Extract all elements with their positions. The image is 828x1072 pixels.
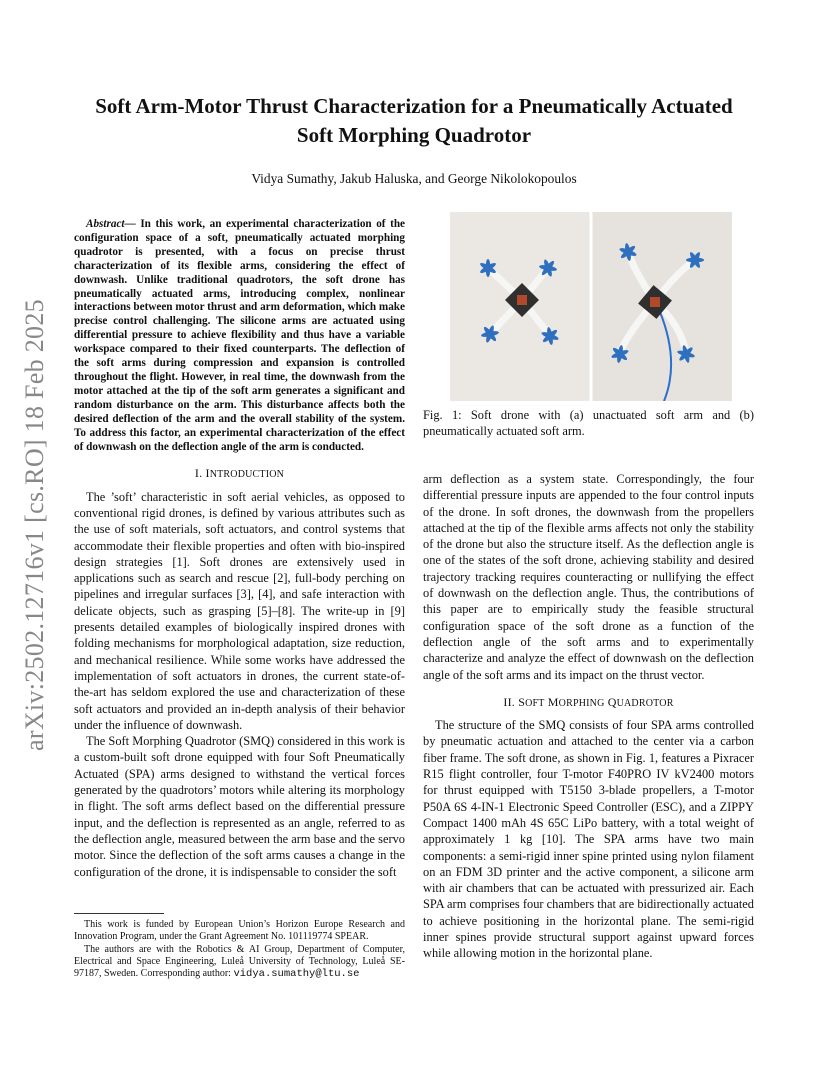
left-column bbox=[74, 218, 405, 880]
title-line-2: Soft Morphing Quadrotor bbox=[296, 123, 532, 147]
right-paragraph-1: arm deflection as a system state. Correspondingly, the four differential pressure inputs are appended to the four control inputs of the drone. In soft drones, the downwash from the propellers attached at the tip of the flexible arms affects not only the stability of the drone but also the structure itself. As the deflection angle is one of the states of the soft drone, achieving stability and desired trajectory tracking requires counteracting or nullifying the effect of downwash on the deflection angle. Thus, the contributions of this paper are to empirically study the feasible structural configuration space of the soft drone as a function of the deflection angle of the soft arms and to experimentally characterize and analyze the effect of downwash on the deflection angle of the soft arms and its impact on the thrust vector. bbox=[423, 472, 754, 682]
footnote-affiliation: The authors are with the Robotics & AI Group, Department of Computer, Electrical and Space Engineering, Luleå University of Technology, Luleå SE-97187, Sweden. Corresponding author: vidya.sumathy@ltu.se bbox=[74, 943, 405, 981]
intro-paragraph-1: The ’soft’ characteristic in soft aerial vehicles, as opposed to conventional rigid drones, is defined by various attributes such as the use of soft materials, soft actuators, and control systems that accommodate their flexible properties and often with bio-inspired design strategies [1]. Soft drones are extensively used in applications such as search and rescue [2], full-body perching on pipelines and irregular surfaces [3], [4], and safe interaction with delicate objects, such as grasping [5]–[8]. The write-up in [9] presents detailed examples of biologically inspired drones with folding mechanisms for morphological adaptation, size reduction, and mechanical resilience. While some works have addressed the implementation of soft actuators in drones, the current state-of-the-art has seldom explored the use and characterization of these soft actuators and provided an in-depth analysis of their behavior under the influence of downwash. bbox=[74, 489, 405, 732]
arxiv-stamp: arXiv:2502.12716v1 [cs.RO] 18 Feb 2025 bbox=[20, 299, 49, 751]
drone-photo-illustration bbox=[450, 212, 732, 401]
footnotes bbox=[74, 919, 405, 980]
footnote-rule bbox=[74, 913, 164, 914]
section-heading-introduction: I. INTRODUCTION bbox=[194, 466, 285, 481]
authors: Vidya Sumathy, Jakub Haluska, and George Nikolokopoulos bbox=[251, 171, 577, 186]
section-heading-soft-morphing-quadrotor: II. SOFT MORPHING QUADROTOR bbox=[503, 694, 674, 709]
abstract-text: In this work, an experimental characterization of the configuration space of a soft, pneumatically actuated morphing quadrotor is presented, with a focus on precise thrust characterization of its flexible arms, considering the effect of downwash. Unlike traditional quadrotors, the soft drone has pneumatically actuated arms, introducing complex, nonlinear interactions between motor thrust and arm deformation, which make precise control challenging. The silicone arms are actuated using differential pressure to achieve flexibility and thus have a variable workspace compared to their fixed counterparts. The deflection of the soft arms during compression and expansion is controlled throughout the flight. However, in real time, the downwash from the motor attached at the tip of the soft arm generates a significant and random disturbance on the arm. This disturbance affects both the desired deflection of the arm and the overall stability of the system. To address this factor, an experimental characterization of the effect of downwash on the deflection angle of the arm is conducted. bbox=[74, 218, 406, 453]
author-email: vidya.sumathy@ltu.se bbox=[233, 968, 360, 981]
intro-paragraph-2: The Soft Morphing Quadrotor (SMQ) considered in this work is a custom-built soft drone equipped with four Soft Pneumatically Actuated (SPA) arms designed to withstand the vertical forces generated by the quadrotors’ motors while altering its morphology in flight. The soft arms deflect based on the differential pressure input, and the deflection is represented as an angle, referred to as the deflection angle, measured between the arm base and the servo motor. Since the deflection of the soft arms causes a change in the configuration of the drone, it is indispensable to consider the soft bbox=[74, 734, 405, 879]
figure-caption: Fig. 1: Soft drone with (a) unactuated soft arm and (b) pneumatically actuated soft arm. bbox=[423, 408, 754, 439]
right-column bbox=[423, 471, 754, 962]
figure-drone-photo bbox=[450, 212, 732, 401]
title-line-1: Soft Arm-Motor Thrust Characterization for a Pneumatically Actuated bbox=[95, 94, 733, 118]
paper-title bbox=[60, 92, 768, 150]
abstract-label: Abstract bbox=[86, 218, 125, 230]
section2-paragraph-1: The structure of the SMQ consists of four SPA arms controlled by pneumatic actuation and attached to the center via a carbon fiber frame. The soft drone, as shown in Fig. 1, features a Pixracer R15 flight controller, four T-motor F40PRO IV kV2400 motors for thrust equipped with T5150 3-blade propellers, a T-motor P50A 6S 4-IN-1 Electronic Speed Controller (ESC), and a ZIPPY Compact 1400 mAh 4S 65C LiPo battery, with a total weight of approximately 1 kg [10]. The SPA arms have two main components: a semi-rigid inner spine printed using nylon filament on an FDM 3D printer and the active component, a silicone arm with air chambers that can be actuated with pressurized air. Each SPA arm comprises four chambers that are bidirectionally actuated to achieve positioning in the horizontal plane. The semi-rigid inner spines provide structural support against upward forces while allowing motion in the horizontal plane. bbox=[423, 718, 754, 961]
footnote-funding: This work is funded by European Union’s Horizon Europe Research and Innovation Program, under the Grant Agreement No. 101119774 SPEAR. bbox=[74, 919, 405, 943]
abstract: Abstract— In this work, an experimental characterization of the configuration space of a soft, pneumatically actuated morphing quadrotor is presented, with a focus on precise thrust characterization of its flexible arms, considering the effect of downwash. Unlike traditional quadrotors, the soft drone has pneumatically actuated arms, introducing complex, nonlinear interactions between motor thrust and arm deformation, which make precise control challenging. The silicone arms are actuated using differential pressure to achieve flexibility and thus have a variable workspace compared to their fixed counterparts. The deflection of the soft arms during compression and expansion is controlled throughout the flight. However, in real time, the downwash from the motor attached at the tip of the soft arm generates a significant and random disturbance on the arm. This disturbance affects both the desired deflection of the arm and the overall stability of the system. To address this factor, an experimental characterization of the effect of downwash on the deflection angle of the arm is conducted. bbox=[74, 218, 406, 453]
